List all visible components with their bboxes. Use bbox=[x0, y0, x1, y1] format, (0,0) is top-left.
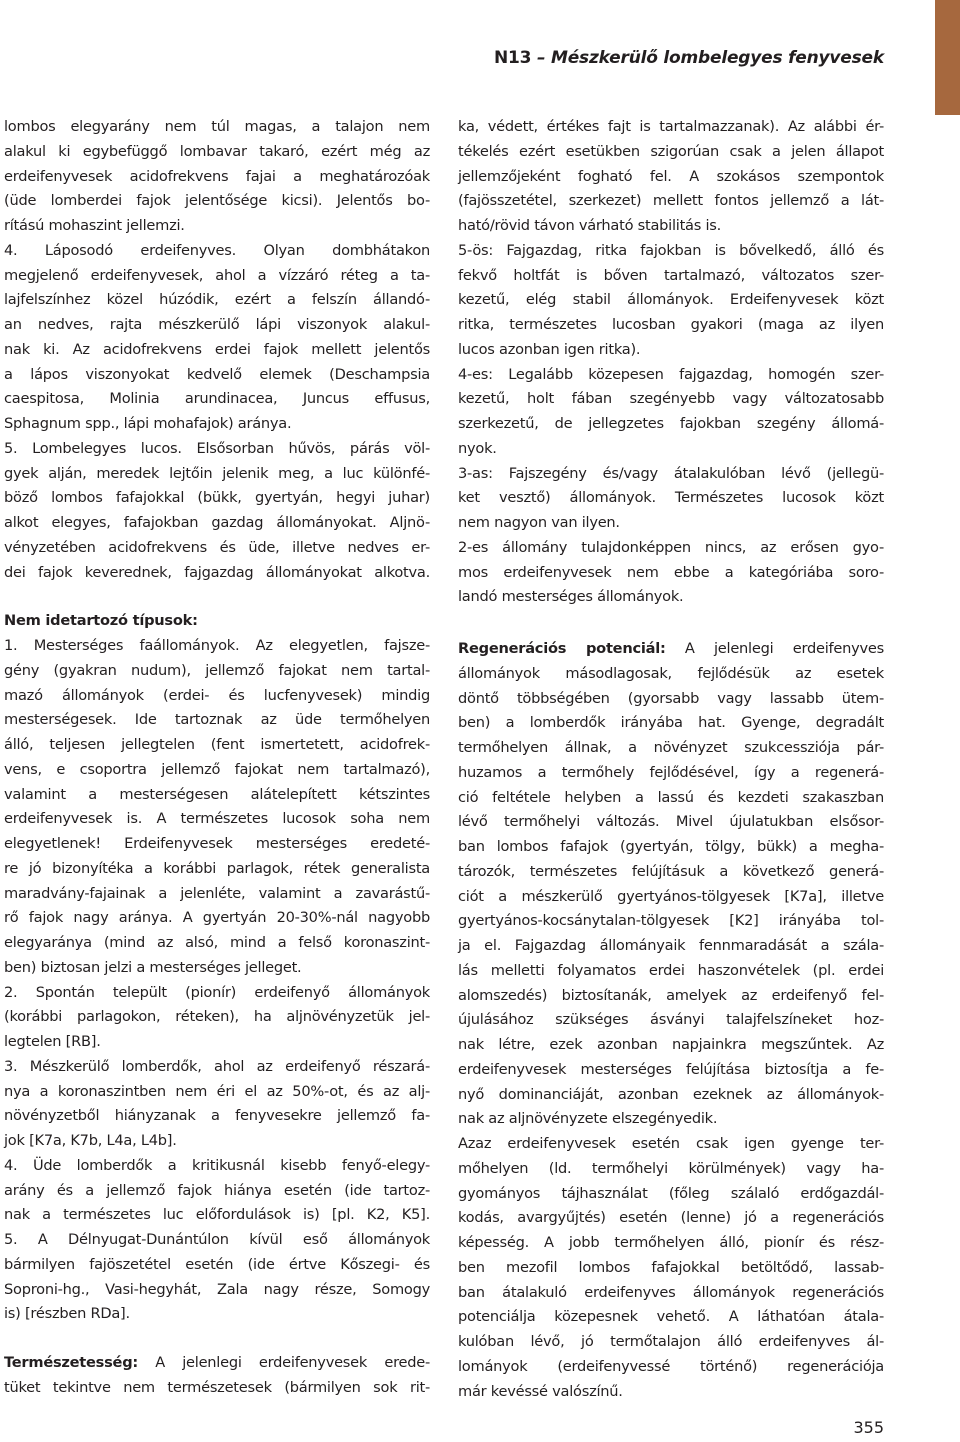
header-dash: – bbox=[531, 48, 552, 68]
text-line: döntő többségében (gyorsabb vagy lassabb ütem- bbox=[458, 689, 884, 707]
text-line: nak létre, ezek azonban napjainkra megszűntek. Az bbox=[458, 1036, 884, 1053]
text-line: tékelés ezért esetükben szigorúan csak a jelen állapot bbox=[458, 142, 884, 160]
text-line: ció feltétele helyben a lassú és kezdeti szakaszban bbox=[458, 788, 884, 806]
text-line: 4. Láposodó erdeifenyves. Olyan dombhátakon bbox=[4, 241, 430, 259]
text-line: tározók, természetes felújításuk a következő generá- bbox=[458, 862, 884, 880]
text-line: mőhelyen (ld. termőhelyi körülmények) vagy ha- bbox=[458, 1159, 884, 1177]
text-line: dei fajok keverednek, fajgazdag állományokat alkotva. bbox=[4, 563, 430, 581]
text-line: rítású mohaszint jellemzi. bbox=[4, 217, 185, 234]
text-line: ritka, természetes lucosban gyakori (maga az ilyen bbox=[458, 316, 884, 333]
text-line: állományok másodlagosak, fejlődésük az esetek bbox=[458, 664, 884, 682]
text-line: lás melletti folyamatos erdei haszonvételek (pl. erdei bbox=[458, 961, 884, 979]
text-line: erdeifenyvesek mesterséges felújítása biztosítja a fe- bbox=[458, 1060, 884, 1078]
text-line-content: A jelenlegi erdeifenyves bbox=[684, 640, 884, 657]
header-code: N13 bbox=[493, 48, 532, 68]
text-line: nem nagyon van ilyen. bbox=[458, 514, 620, 531]
text-line: jellemzőjeként fogható fel. A szokásos szempontok bbox=[458, 167, 884, 185]
text-line: mazó állományok (erdei- és lucfenyvesek) mindig bbox=[4, 686, 430, 704]
text-line: vényzetében acidofrekvens és üde, illetve nedves er- bbox=[4, 538, 430, 556]
left-text-column bbox=[4, 115, 430, 1401]
text-line: gyertyános-kocsánytalan-tölgyesek [K2] irányába tol- bbox=[458, 912, 884, 930]
text-line: nyok. bbox=[458, 439, 497, 457]
text-line: a lápos viszonyokat kedvelő elemek (Deschampsia bbox=[4, 365, 430, 383]
text-line: vens, e csoportra jellemző fajokat nem tartalmazó), bbox=[4, 760, 430, 778]
text-line: kodás, avargyűjtés) esetén (lenne) jó a regenerációs bbox=[458, 1209, 884, 1227]
text-line: ka, védett, értékes fajt is tartalmazzanak). Az alábbi ér- bbox=[458, 118, 884, 135]
text-line: rő fajok nagy aránya. A gyertyán 20-30%-nál nagyobb bbox=[4, 909, 430, 927]
text-line: gyományos tájhasználat (főleg szálaló erdőgazdál- bbox=[458, 1184, 884, 1202]
text-line: jok [K7a, K7b, L4a, L4b]. bbox=[4, 1132, 177, 1149]
text-line: legtelen [RB]. bbox=[4, 1033, 101, 1050]
text-line: tüket tekintve nem természetesek (bármilyen sok rit- bbox=[4, 1378, 430, 1396]
text-line: is) [részben RDa]. bbox=[4, 1305, 130, 1323]
text-line: már kevéssé valószínű. bbox=[458, 1382, 623, 1400]
running-header bbox=[494, 48, 884, 68]
text-line: 5-ös: Fajgazdag, ritka fajokban is bővelkedő, álló és bbox=[458, 241, 884, 259]
text-line: (üde lomberdei fajok jelentősége kicsi). Jelentős bo- bbox=[4, 192, 430, 210]
page-number: 355 bbox=[853, 1418, 884, 1437]
text-line: álló, teljesen jellegtelen (fent ismertetett, acidofrek- bbox=[4, 736, 430, 753]
text-line: kezetű, elég stabil állományok. Erdeifenyvesek közt bbox=[458, 291, 884, 309]
paragraph-gap bbox=[458, 610, 884, 637]
text-line: 5. Lombelegyes lucos. Elsősorban hűvös, párás völ- bbox=[4, 439, 430, 457]
paragraph-gap bbox=[4, 585, 430, 609]
text-line: nak az aljnövényzete elszegényedik. bbox=[458, 1110, 718, 1128]
text-line: kezetű, holt fában szegényebb vagy változatosabb bbox=[458, 390, 884, 408]
text-line: alomszedés) biztosítanák, amelyek az erdeifenyő fel- bbox=[458, 986, 884, 1004]
text-line: képesség. A jobb termőhelyen álló, pionír és rész- bbox=[458, 1234, 884, 1251]
text-line: arány és a jellemző fajok hiánya esetén (ide tartoz- bbox=[4, 1181, 430, 1199]
text-line: mos erdeifenyvesek nem ebbe a kategóriába soro- bbox=[458, 563, 884, 581]
text-line: ben mezofil lombos fafajokkal betöltődő, lassab- bbox=[458, 1258, 884, 1276]
text-line: termőhelyen állnak, a növényzet szukcessziója pár- bbox=[458, 739, 884, 756]
section-lead: Természetesség: bbox=[4, 1354, 138, 1371]
chapter-color-tab bbox=[935, 0, 960, 115]
text-line: fekvő holtfát is bőven tartalmazó, változatos szer- bbox=[458, 266, 884, 284]
text-line: ben) biztosan jelzi a mesterséges jelleget. bbox=[4, 958, 302, 976]
text-line: 2-es állomány tulajdonképpen nincs, az erősen gyo- bbox=[458, 538, 884, 556]
text-line: nak ki. Az acidofrekvens erdei fajok mellett jelentős bbox=[4, 340, 430, 358]
text-line: ben) a lomberdők irányába hat. Gyenge, degradált bbox=[458, 714, 884, 732]
text-line: nyő dominanciáját, azonban ezeknek az állományok- bbox=[458, 1085, 884, 1103]
text-line: böző lombos fafajokkal (bükk, gyertyán, hegyi juhar) bbox=[4, 489, 430, 507]
text-line: újulásához szükséges ásványi talajfelszíneket hoz- bbox=[458, 1011, 884, 1029]
text-line: gény (gyakran nudum), jellemző fajokat nem tartal- bbox=[4, 661, 430, 679]
section-lead: Regenerációs potenciál: bbox=[458, 640, 666, 657]
text-line: ban átalakuló erdeifenyves állományok regenerációs bbox=[458, 1283, 884, 1301]
text-line: 5. A Délnyugat-Dunántúlon kívül eső állományok bbox=[4, 1231, 430, 1248]
text-line: nya a koronaszintben nem éri el az 50%-ot, és az alj- bbox=[4, 1082, 430, 1100]
text-line: Azaz erdeifenyvesek esetén csak igen gyenge ter- bbox=[458, 1135, 884, 1152]
text-line: szerkezetű, de jellegzetes fajokban szegény állomá- bbox=[458, 415, 884, 432]
text-line: alkot elegyes, fafajokban gazdag állományokat. Aljnö- bbox=[4, 514, 430, 531]
text-line: Soproni-hg., Vasi-hegyhát, Zala nagy része, Somogy bbox=[4, 1280, 430, 1298]
text-line: kulóban lévő, jó termőtalajon álló erdeifenyves ál- bbox=[458, 1333, 884, 1350]
text-line: gyek alján, meredek lejtőin jelenik meg, a luc különfé- bbox=[4, 464, 430, 482]
text-line: erdeifenyvesek is. A természetes lucosok soha nem bbox=[4, 810, 430, 828]
text-line: 3. Mészkerülő lomberdők, ahol az erdeifenyő részará- bbox=[4, 1057, 430, 1075]
text-line bbox=[458, 637, 884, 662]
text-line: elegyaránya (mind az alsó, mind a felső koronaszint- bbox=[4, 934, 430, 951]
text-line: lajfelszínhez közel húzódik, ezért a felszín állandó- bbox=[4, 291, 430, 309]
text-line: erdeifenyvesek acidofrekvens fajai a meghatározóak bbox=[4, 167, 430, 185]
text-line: lucos azonban igen ritka). bbox=[458, 340, 641, 358]
text-line: landó mesterséges állományok. bbox=[458, 588, 684, 606]
text-line: huzamos a termőhely fejlődésével, így a regenerá- bbox=[458, 763, 884, 781]
text-line: ket vesztő) állományok. Természetes lucosok közt bbox=[458, 489, 884, 507]
text-line: nak a természetes luc előfordulások is) [pl. K2, K5]. bbox=[4, 1206, 430, 1224]
text-line: re jó bizonyítékа a korábbi parlagok, rétek generalista bbox=[4, 859, 430, 877]
header-title: Mészkerülő lombelegyes fenyvesek bbox=[551, 48, 884, 68]
text-line: 4-es: Legalább közepesen fajgazdag, homogén szer- bbox=[458, 365, 884, 383]
text-line: megjelenő erdeifenyvesek, ahol a vízzáró réteg a ta- bbox=[4, 266, 430, 284]
text-line: elegyetlenek! Erdeifenyvesek mesterséges eredeté- bbox=[4, 835, 430, 852]
text-line: lombos elegyarány nem túl magas, a talajon nem bbox=[4, 118, 430, 135]
text-line: Sphagnum spp., lápi mohafajok) aránya. bbox=[4, 415, 292, 432]
text-line: 4. Üde lomberdők a kritikusnál kisebb fenyő-elegy- bbox=[4, 1156, 430, 1174]
text-line: (korábbi parlagokon, réteken), ha aljnövényzetük jel- bbox=[4, 1008, 430, 1026]
text-line: növényzetből hiányzanak a fenyvesekre jellemző fa- bbox=[4, 1107, 430, 1125]
text-line: (fajösszetétel, szerkezet) mellett fontos jellemző a lát- bbox=[458, 192, 884, 210]
text-line: Nem idetartozó típusok: bbox=[4, 612, 198, 630]
text-line: potenciálja közepesnek vehető. A láthatóan átala- bbox=[458, 1308, 884, 1326]
text-line: 3-as: Fajszegény és/vagy átalakulóban lévő (jellegü- bbox=[458, 464, 884, 482]
text-line: caespitosa, Molinia arundinacea, Juncus effusus, bbox=[4, 390, 430, 408]
text-line: ható/rövid távon várható stabilitás is. bbox=[458, 217, 722, 234]
text-line: 2. Spontán települt (pionír) erdeifenyő állományok bbox=[4, 983, 430, 1001]
text-line: an nedves, rajta mészkerülő lápi viszonyok alakul- bbox=[4, 316, 430, 333]
text-line: maradvány-fajainak a jelenléte, valamint a zavarástű- bbox=[4, 884, 430, 902]
text-line: lományok (erdeifenyvessé történő) regenerációja bbox=[458, 1357, 884, 1375]
text-line: valamint a mesterségesen alátelepített kétszintes bbox=[4, 785, 430, 803]
text-line: ja el. Fajgazdag állományaik fennmaradását a szála- bbox=[458, 937, 884, 954]
right-text-column bbox=[458, 115, 884, 1404]
text-line: ciót a mészkerülő gyertyános-tölgyesek [K7a], illetve bbox=[458, 887, 884, 905]
text-line: alakul ki egybefüggő lombavar takaró, ezért még az bbox=[4, 142, 430, 160]
text-line-content: A jelenlegi erdeifenyvesek erede- bbox=[155, 1354, 430, 1371]
paragraph-gap bbox=[4, 1327, 430, 1351]
text-line: mesterségesek. Ide tartoznak az üde termőhelyen bbox=[4, 711, 430, 729]
text-line: bármilyen fajöszetétel esetén (ide értve Kőszegi- és bbox=[4, 1255, 430, 1273]
text-line: ban lombos fafajok (gyertyán, tölgy, bükk) a megha- bbox=[458, 838, 884, 855]
text-line: lévő termőhelyi változás. Mivel újulatukban elsősor- bbox=[458, 813, 884, 831]
text-line bbox=[4, 1351, 430, 1376]
text-line: 1. Mesterséges faállományok. Az elegyetlen, fajsze- bbox=[4, 637, 430, 654]
